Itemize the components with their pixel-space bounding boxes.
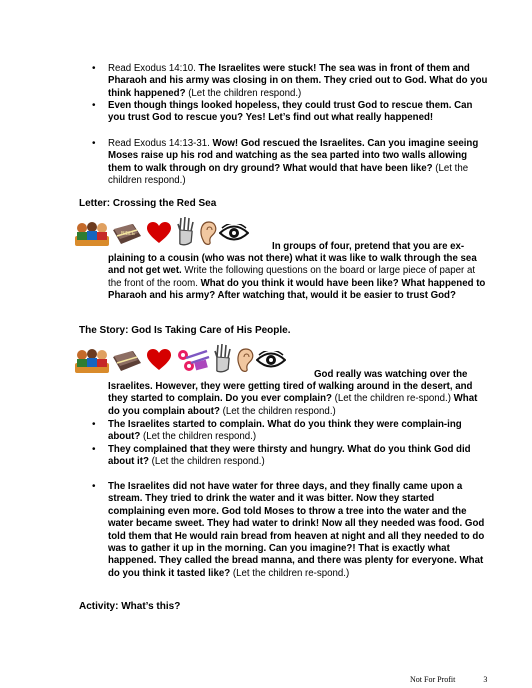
story-paragraph — [108, 381, 488, 418]
bullet-text-tail: (Let the children respond.) — [148, 456, 265, 468]
heart-icon — [147, 349, 171, 371]
page-number: 3 — [483, 675, 488, 684]
footer-label: Not For Profit — [410, 675, 456, 684]
bullet-text-tail: (Let the children respond.) — [108, 162, 469, 187]
eye-icon — [219, 224, 249, 242]
story-text-bold-2: What do you complain about? — [108, 393, 478, 417]
bullet-text-tail: (Let the children respond.) — [140, 431, 257, 443]
bullet-icon: • — [92, 419, 96, 430]
bullet-icon: • — [92, 481, 96, 492]
bullet-text-bold: Wow! God rescued the Israelites. Can you imagine seeing Moses raise up his rod and watching as the sea parted into two walls allowing them to walk through on dry ground? What would that have been like? — [108, 138, 479, 174]
bullet-item — [92, 419, 488, 444]
bullet-item — [92, 138, 488, 188]
ear-icon — [199, 220, 217, 246]
letter-text-bold: plaining to a cousin (who was not there) what it was like to walk through the sea and not get wet. — [108, 253, 477, 277]
hand-icon — [176, 216, 196, 246]
bullet-text-plain: Read Exodus 14:13-31. — [108, 138, 213, 149]
bullet-icon: • — [92, 444, 96, 455]
bullet-text-bold: The Israelites started to complain. What do you think they were complain-ing about? — [108, 419, 462, 443]
bullet-item — [92, 100, 488, 125]
letter-heading: Letter: Crossing the Red Sea — [79, 198, 217, 209]
activity-icon-row — [75, 216, 275, 248]
bullet-text-plain: Read Exodus 14:10. — [108, 63, 199, 74]
eye-icon — [256, 351, 286, 369]
page-footer — [410, 675, 487, 684]
story-heading: The Story: God Is Taking Care of His People. — [79, 325, 291, 336]
svg-text:BIBLE: BIBLE — [121, 231, 136, 237]
bullet-text-bold: They complained that they were thirsty and hungry. What do you think God did about it? — [108, 444, 471, 468]
bible-icon — [111, 222, 143, 246]
story-text-tail: (Let the children respond.) — [219, 405, 336, 417]
bullet-item — [92, 444, 488, 469]
letter-text-bold-2: What do you think it would have been like? What happened to Pharaoh and his army? After watching that, would it be easier to trust God? — [108, 277, 486, 302]
letter-paragraph — [108, 253, 488, 303]
bullet-text-tail: (Let the children re-spond.) — [230, 567, 350, 579]
bible-icon — [111, 349, 143, 373]
letter-para-first-line: In groups of four, pretend that you are ex- — [272, 241, 465, 252]
bullet-text-bold: Even though things looked hopeless, they could trust God to rescue them. Can you trust God to rescue you? Yes! Let’s find out what really happened! — [108, 100, 473, 124]
bullet-icon: • — [92, 63, 96, 74]
story-para-first-line: God really was watching over the — [314, 369, 468, 380]
scissors-craft-icon — [175, 347, 211, 373]
hand-icon — [213, 343, 233, 373]
bullet-text-bold: The Israelites did not have water for three days, and they finally came upon a stream. They tried to drink the water and it was bitter. Now they started complaining even more. God told Moses to throw a tree into the water and the water became sweet. They had water to drink! Now all they needed was food. God told them that He would rain bread from heaven at night and all they needed to do was to gather it up in the morning. Can you imagine?! That is exactly what happened. They called the bread manna, and there was plenty for everyone. What do you think it tasted like? — [108, 481, 485, 579]
bullet-text-tail: (Let the children respond.) — [185, 87, 302, 99]
bullet-item — [92, 63, 488, 100]
story-icon-row — [75, 343, 315, 375]
story-text-plain: (Let the children re-spond.) — [331, 393, 454, 405]
bullet-icon: • — [92, 138, 96, 149]
bullet-item — [92, 481, 488, 580]
bullet-text-bold: The Israelites were stuck! The sea was in front of them and Pharaoh and his army was closing in on them. They cried out to God. What do you think happened? — [108, 63, 488, 99]
activity-heading: Activity: What’s this? — [79, 601, 181, 612]
story-text-bold: Israelites. However, they were getting tired of walking around in the desert, and they started to complain. Do you ever complain? — [108, 381, 473, 405]
heart-icon — [147, 222, 171, 244]
group-people-icon — [75, 347, 109, 373]
ear-icon — [236, 347, 254, 373]
bullet-icon: • — [92, 100, 96, 111]
letter-text-plain: Write the following questions on the board or large piece of paper at the front of the room. — [108, 265, 476, 289]
group-people-icon — [75, 220, 109, 246]
